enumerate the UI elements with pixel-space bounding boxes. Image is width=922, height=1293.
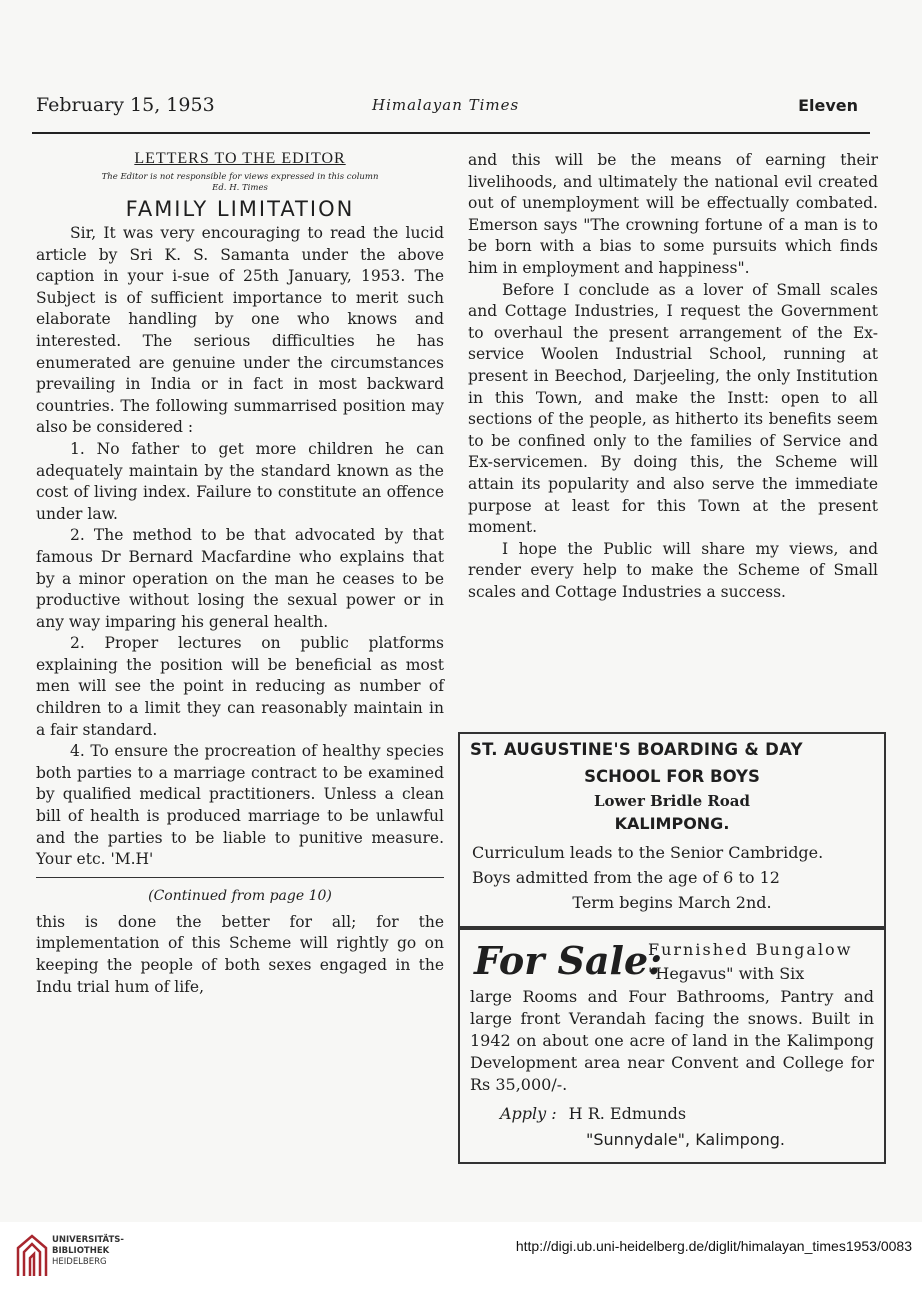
left-column xyxy=(36,150,444,998)
sale-description: large Rooms and Four Bathrooms, Pantry and large front Verandah facing the snows. Built in 1942 on about one acre of land in the Kalimpong Development area near Convent and College for Rs 35,000/-. xyxy=(470,987,874,1094)
page-number: Eleven xyxy=(798,96,858,115)
paragraph: I hope the Public will share my views, and render every help to make the Scheme of Small scales and Cottage Industries a success. xyxy=(468,539,878,601)
school-curriculum: Curriculum leads to the Senior Cambridge. xyxy=(472,843,824,862)
apply-name: H R. Edmunds xyxy=(568,1104,687,1123)
continued-note: (Continued from page 10) xyxy=(148,887,332,904)
school-name-line2: SCHOOL FOR BOYS xyxy=(584,767,760,786)
sale-line1: Furnished Bungalow xyxy=(648,940,853,959)
school-advertisement xyxy=(458,732,886,928)
letter-continuation xyxy=(468,150,878,603)
viewer-footer xyxy=(0,1222,922,1293)
source-url-link[interactable]: http://digi.ub.uni-heidelberg.de/diglit/himalayan_times1953/0083 xyxy=(515,1238,912,1254)
right-column xyxy=(468,150,878,603)
letter-headline: FAMILY LIMITATION xyxy=(125,197,355,221)
paragraph: 2. The method to be that advocated by that famous Dr Bernard Macfardine who explains that by a minor operation on the man he ceases to be productive without losing the sexual power or in any way imparing his general health. xyxy=(36,526,444,631)
paragraph: 1. No father to get more children he can adequately maintain by the standard known as the cost of living index. Failure to constitute an offence under law. xyxy=(36,439,444,523)
school-road: Lower Bridle Road xyxy=(593,792,751,810)
sale-advertisement xyxy=(458,928,886,1164)
sale-apply xyxy=(500,1104,686,1123)
school-term: Term begins March 2nd. xyxy=(572,893,772,912)
paragraph: 4. To ensure the procreation of healthy species both parties to a marriage contract to be examined by qualified medical practitioners. Unless a clean bill of health is produced marriage to be unlawful and the parties to be liable to punitive measure. Your etc. 'M.H' xyxy=(36,742,444,869)
school-name: ST. AUGUSTINE'S BOARDING & DAY xyxy=(470,740,803,759)
header-rule xyxy=(32,132,870,134)
letter-body xyxy=(36,223,444,871)
paragraph: 2. Proper lectures on public platforms explaining the position will be beneficial as most men will see the point in reducing as number of children to a limit they can reasonably maintain in a fair standard. xyxy=(36,634,444,739)
school-admission: Boys admitted from the age of 6 to 12 xyxy=(472,868,780,887)
apply-label: Apply : xyxy=(500,1104,557,1123)
editor-disclaimer: The Editor is not responsible for views expressed in this column Ed. H. Times xyxy=(101,172,379,193)
university-library-logo-icon[interactable] xyxy=(14,1232,50,1280)
page-date: February 15, 1953 xyxy=(36,94,215,116)
continued-text: this is done the better for all; for the implementation of this Scheme will rightly go on keeping the people of both sexes engaged in the Indu trial hum of life, xyxy=(36,912,444,996)
paragraph: and this will be the means of earning their livelihoods, and ultimately the national evil created out of unemployment will be effectually combated. Emerson says "The crowning fortune of a man is to be born with a bias to some pursuits which finds him in employment and happiness". xyxy=(468,151,878,277)
paragraph: Before I conclude as a lover of Small scales and Cottage Industries, I request the Government to overhaul the present arrangement of the Ex-service Woolen Industrial School, running at present in Beechod, Darjeeling, the only Institution in this Town, and make the Instt: open to all sections of the people, as hitherto its benefits seem to be confined only to the families of Service and Ex-servicemen. By doing this, the Scheme will attain its popularity and also serve the immediate purpose at least for this Town at the present moment. xyxy=(468,280,878,537)
paragraph: Sir, It was very encouraging to read the lucid article by Sri K. S. Samanta under the above caption in your i-sue of 25th January, 1953. The Subject is of sufficient importance to merit such elaborate handling by one who knows and interested. The serious difficulties he has enumerated are genuine under the circumstances prevailing in India or in fact in most backward countries. The following summarrised position may also be considered : xyxy=(36,224,444,437)
for-sale-title: For Sale: xyxy=(474,938,663,983)
section-title: LETTERS TO THE EDITOR xyxy=(134,150,346,167)
school-town: KALIMPONG. xyxy=(614,814,730,833)
institution-name: UNIVERSITÄTS- BIBLIOTHEK HEIDELBERG xyxy=(52,1235,124,1267)
sale-address: "Sunnydale", Kalimpong. xyxy=(586,1130,786,1149)
column-divider xyxy=(36,877,444,878)
masthead: Himalayan Times xyxy=(372,96,520,114)
sale-line2: "Hegavus" with Six xyxy=(648,964,805,983)
